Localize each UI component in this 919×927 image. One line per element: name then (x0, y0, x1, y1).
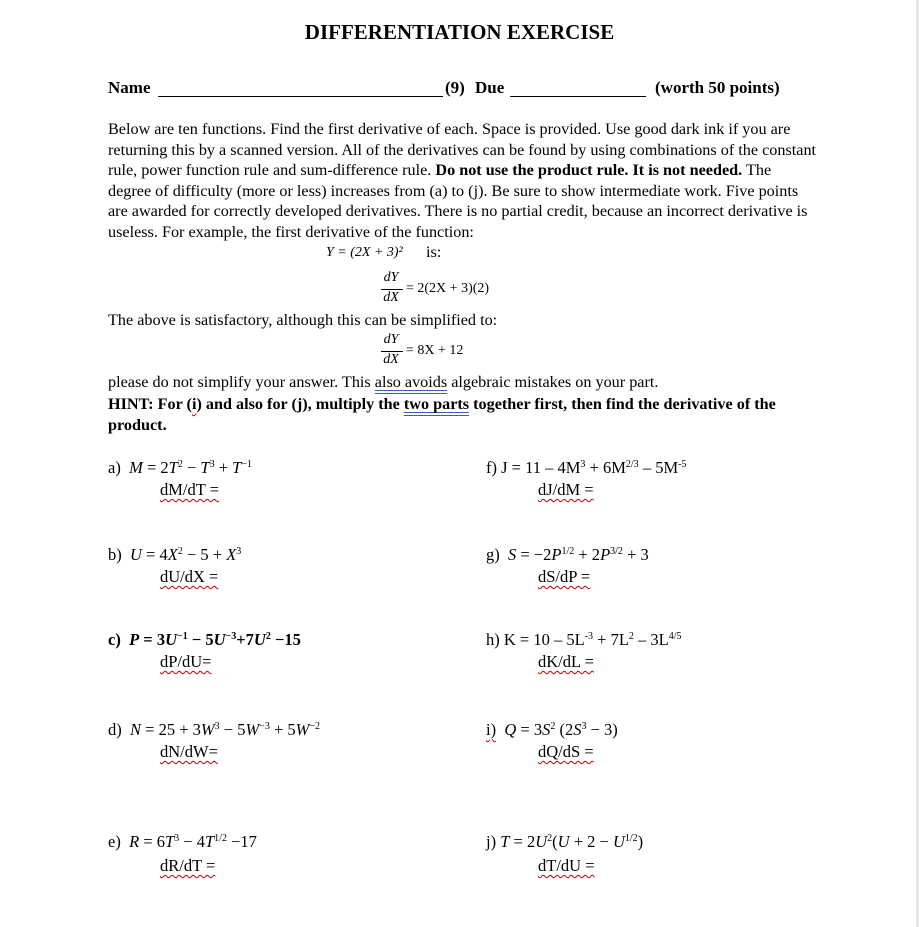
problem-f-derivative: dJ/dM = (538, 480, 594, 499)
example2-numerator: dY (383, 332, 399, 347)
hint-text-end: together first, then find the derivative of the product. (108, 395, 776, 434)
problem-e-label: e) (108, 832, 121, 851)
problem-i-derivative: dQ/dS = (538, 742, 594, 761)
example2-denominator: dX (383, 352, 399, 367)
instructions-text-rest: The degree of difficulty (more or less) increases from (a) to (j). Be sure to show intermediate work. Five points are awarded for correctly developed derivatives. There is no partial credit, because an incorrect derivative is useless. For example, the first derivative of the function: (108, 161, 808, 241)
is-text: is: (426, 243, 442, 261)
instructions-paragraph (108, 119, 818, 243)
problem-b-label: b) (108, 545, 122, 564)
problem-c: c) $P = 3U^{-1} - 5U^{-3}+7U^2 -15$ (108, 630, 301, 649)
please-note (108, 373, 658, 392)
example1-denominator: dX (383, 290, 399, 305)
due-label: Due (475, 78, 505, 97)
problem-f-label: f) (486, 458, 497, 477)
please-also: also avoids (374, 373, 448, 391)
example1-result: = 2(2X + 3)(2) (406, 281, 490, 296)
problem-a: a) $M = 2T^2 - T^3 + T^{-1}$ (108, 458, 252, 477)
problem-d-derivative: dN/dW= (160, 742, 218, 761)
problem-j: j) $T = 2U^2(U + 2 - U^{1/2})$ (486, 832, 644, 851)
problem-d-label: d) (108, 720, 122, 739)
problem-b-derivative: dU/dX = (160, 567, 219, 586)
instructions-bold: Do not use the product rule. It is not needed. (435, 161, 743, 180)
name-field[interactable] (158, 96, 443, 97)
page-title: DIFFERENTIATION EXERCISE (304, 20, 615, 44)
problem-g: g) $S = -2P^{1/2} + 2P^{3/2} + 3$ (486, 545, 649, 564)
hint-i: i (191, 395, 197, 413)
please-text: please do not simplify your answer. This (108, 373, 375, 391)
problem-h-derivative: dK/dL = (538, 652, 594, 671)
simplified-text: The above is satisfactory, although this can be simplified to: (108, 311, 498, 329)
assignment-number: (9) (445, 78, 465, 97)
example-function: Y = (2X + 3)² (326, 245, 403, 260)
problem-d: d) $N = 25 + 3W^3 - 5W^{-3} + 5W^{-2}$ (108, 720, 321, 739)
problem-h: h) $K = 10 - 5L^{-3} + 7L^2 - 3L^{4/5}$ (486, 630, 682, 649)
problem-c-derivative: dP/dU= (160, 652, 212, 671)
problem-c-label: c) (108, 630, 121, 649)
problem-f: f) $J = 11 - 4M^3 + 6M^{2/3} - 5M^{-5}$ (486, 458, 687, 477)
problem-a-derivative: dM/dT = (160, 480, 219, 499)
problem-h-label: h) (486, 630, 500, 649)
please-text-end: algebraic mistakes on your part. (447, 373, 659, 391)
problem-g-label: g) (486, 545, 500, 564)
instructions-text: Below are ten functions. Find the first derivative of each. Space is provided. Use good dark ink if you are returning this by a scanned version. All of the derivatives can be found by using combinations of the constant rule, power function rule and sum-difference rule. (108, 120, 817, 180)
problem-g-derivative: dS/dP = (538, 567, 591, 586)
hint-text: HINT: For ( (108, 395, 192, 413)
hint (108, 394, 818, 435)
problem-i-label: i) (486, 720, 497, 739)
example1-numerator: dY (383, 270, 399, 285)
problem-j-derivative: dT/dU = (538, 856, 595, 875)
problem-i: i) $Q = 3S^2$ $(2S^3 - 3)$ (486, 720, 618, 739)
problem-e-derivative: dR/dT = (160, 856, 216, 875)
problem-e: e) $R = 6T^3 - 4T^{1/2} -17$ (108, 832, 257, 851)
worth-label: (worth 50 points) (655, 78, 780, 97)
problem-b: b) $U = 4X^2 - 5 + X^3$ (108, 545, 242, 564)
example2-result: = 8X + 12 (406, 343, 464, 358)
problem-j-label: j) (486, 832, 497, 851)
name-label: Name (108, 78, 151, 97)
hint-text-mid: ) and also for (j), multiply the (196, 395, 404, 413)
due-field[interactable] (510, 96, 646, 97)
problem-a-label: a) (108, 458, 121, 477)
hint-two-parts: two parts (403, 395, 470, 413)
